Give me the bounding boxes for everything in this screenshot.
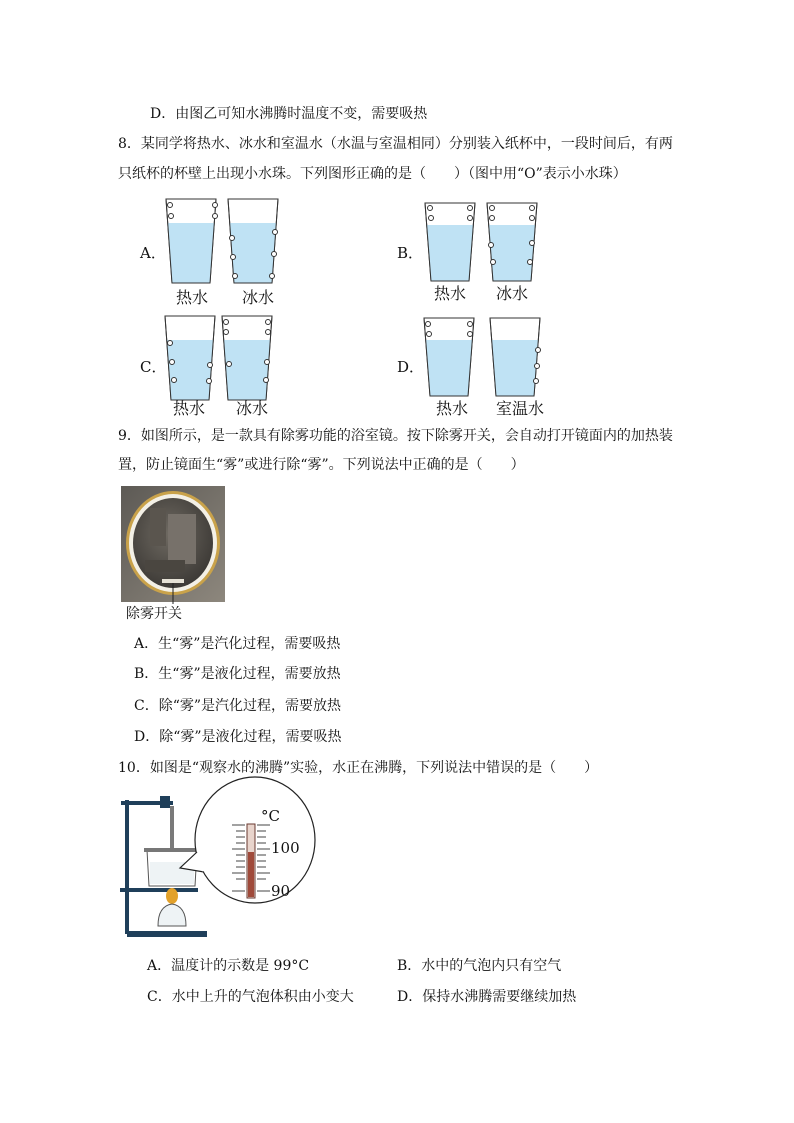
q8-b-hot-label: 热水 [433,284,466,303]
q8-stem-line1: 8．某同学将热水、冰水和室温水（水温与室温相同）分别装入纸杯中，一段时间后，有两 [118,136,673,152]
thermometer-mark-90: 90 [271,882,291,900]
q7-option-d: D．由图乙可知水沸腾时温度不变，需要吸热 [150,106,428,122]
q10-option-c: C．水中上升的气泡体积由小变大 [147,989,354,1005]
q10-option-a: A．温度计的示数是 99°C [147,958,310,974]
q8-c-ice-label: 冰水 [235,399,268,418]
q8-a-ice-label: 冰水 [241,288,274,307]
q8-a-hot-label: 热水 [175,288,208,307]
thermometer-unit: °C [261,807,280,825]
q9-option-d: D．除“雾”是液化过程，需要吸热 [134,729,342,745]
q8-b-ice-label: 冰水 [495,284,528,303]
q8-stem-line2: 只纸杯的杯壁上出现小水珠。下列图形正确的是（ ）（图中用“O”表示小水珠） [118,166,627,182]
thermometer-mercury [248,852,254,897]
q8-option-b-label: B． [397,244,424,262]
q10-option-d: D．保持水沸腾需要继续加热 [397,989,577,1005]
q8-d-hot-label: 热水 [435,399,468,418]
q9-stem-line2: 置，防止镜面生“雾”或进行除“雾”。下列说法中正确的是（ ） [118,457,525,473]
q10-stem: 10．如图是“观察水的沸腾”实验，水正在沸腾，下列说法中错误的是（ ） [118,760,599,776]
q10-option-b: B．水中的气泡内只有空气 [397,958,562,974]
q9-stem-line1: 9．如图所示，是一款具有除雾功能的浴室镜。按下除雾开关，会自动打开镜面内的加热装 [118,428,673,444]
thermometer-mark-100: 100 [271,839,300,857]
q8-option-c-label: C． [140,358,167,376]
mirror-caption: 除雾开关 [126,606,182,622]
q8-c-hot-label: 热水 [172,399,205,418]
q8-d-room-label: 室温水 [495,399,544,418]
q9-option-b: B．生“雾”是液化过程，需要放热 [134,666,341,682]
q9-option-a: A．生“雾”是汽化过程，需要吸热 [134,636,341,652]
q8-option-d-label: D． [397,358,425,376]
q8-option-a-label: A． [140,244,166,262]
q9-option-c: C．除“雾”是汽化过程，需要放热 [134,698,342,714]
